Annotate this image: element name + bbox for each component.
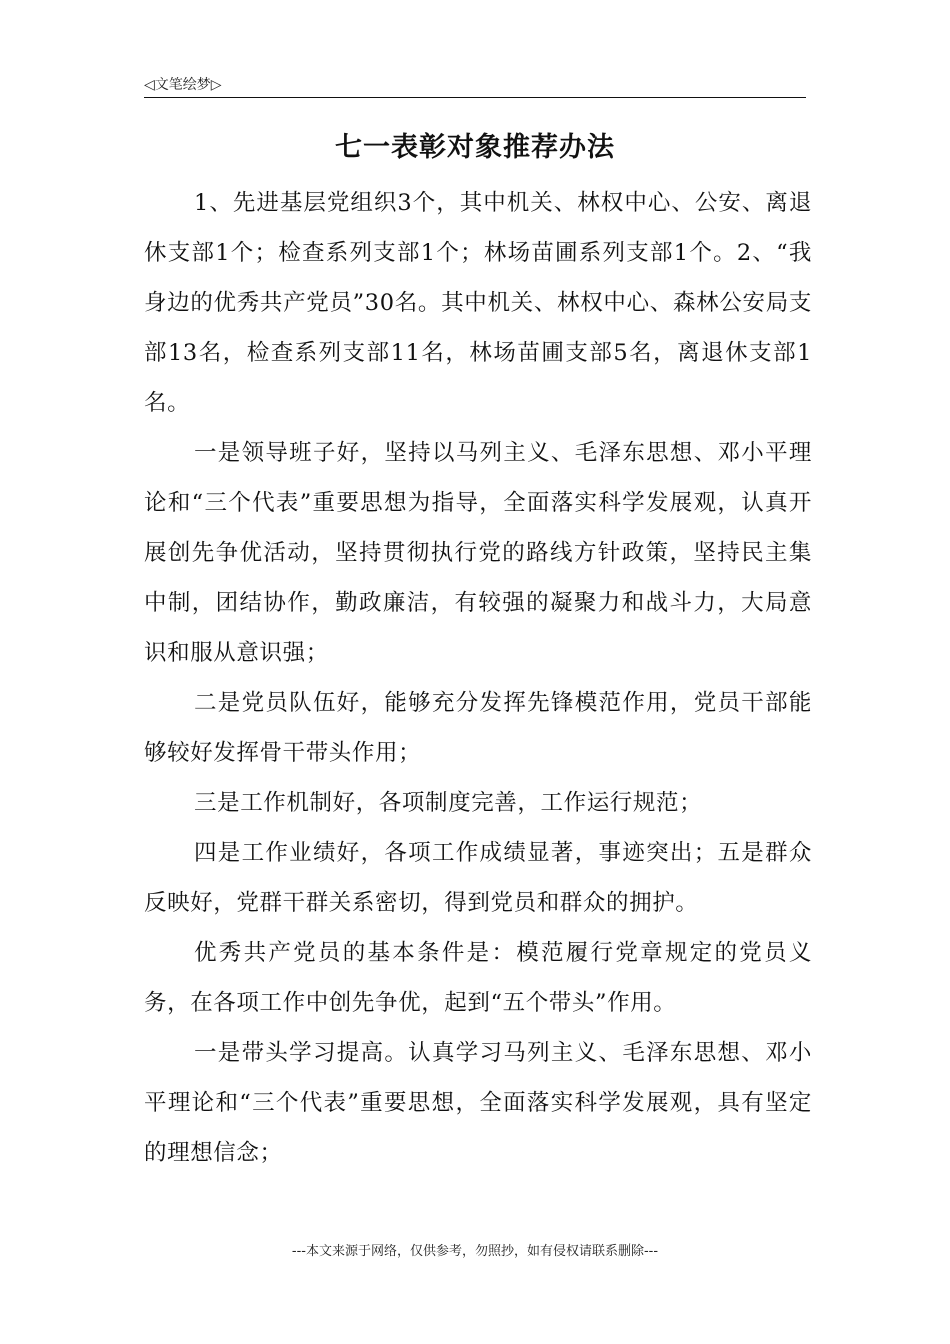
paragraph-7: 一是带头学习提高。认真学习马列主义、毛泽东思想、邓小平理论和“三个代表”重要思想，全面落实科学发展观，具有坚定的理想信念；: [144, 1040, 812, 1166]
page-header: ◁文笔绘梦▷: [144, 77, 222, 93]
page-footer: ---本文来源于网络，仅供参考，勿照抄，如有侵权请联系删除---: [291, 1244, 659, 1259]
header-divider: [144, 97, 806, 98]
document-body: [144, 178, 812, 1178]
paragraph-6: 优秀共产党员的基本条件是：模范履行党章规定的党员义务，在各项工作中创先争优，起到“五个带头”作用。: [144, 940, 812, 1016]
paragraph-4: 三是工作机制好，各项制度完善，工作运行规范；: [194, 790, 703, 816]
paragraph-3: 二是党员队伍好，能够充分发挥先锋模范作用，党员干部能够较好发挥骨干带头作用；: [144, 690, 812, 766]
paragraph-5: 四是工作业绩好，各项工作成绩显著，事迹突出；五是群众反映好，党群干群关系密切，得到党员和群众的拥护。: [144, 840, 812, 916]
paragraph-2: 一是领导班子好，坚持以马列主义、毛泽东思想、邓小平理论和“三个代表”重要思想为指导，全面落实科学发展观，认真开展创先争优活动，坚持贯彻执行党的路线方针政策，坚持民主集中制，团结协作，勤政廉洁，有较强的凝聚力和战斗力，大局意识和服从意识强；: [144, 440, 812, 666]
document-title: 七一表彰对象推荐办法: [335, 132, 615, 163]
paragraph-1: 1、先进基层党组织3个，其中机关、林权中心、公安、离退休支部1个；检查系列支部1个；林场苗圃系列支部1个。2、“我身边的优秀共产党员”30名。其中机关、林权中心、森林公安局支部13名，检查系列支部11名，林场苗圃支部5名，离退休支部1名。: [144, 190, 812, 416]
